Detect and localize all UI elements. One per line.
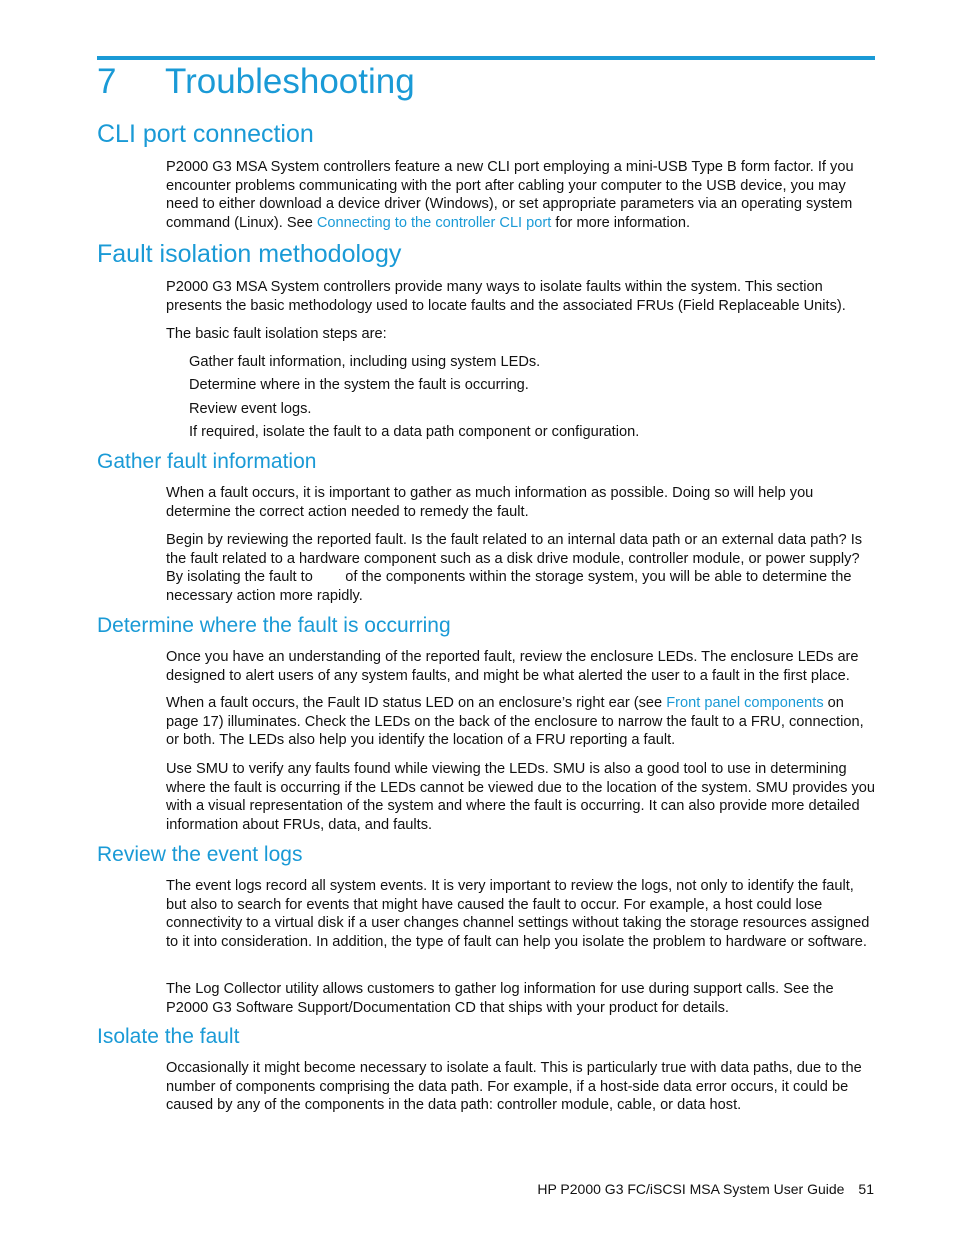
heading-cli-port-connection: CLI port connection (97, 120, 314, 148)
determine-text: When a fault occurs, the Fault ID status LED on an enclosure’s right ear (see (166, 695, 667, 711)
heading-fault-isolation-methodology: Fault isolation methodology (97, 240, 402, 268)
review-paragraph-1: The event logs record all system events. It is very important to review the logs, not only to identify the fault, but also to search for events that might have caused the fault to occur. For example, a host could lose connectivity to a virtual disk if a user changes channel settings without taking the storage resources assigned to it into consideration. In addition, the type of fault can help you isolate the problem to hardware or software. (166, 878, 870, 951)
chapter-title-text: Troubleshooting (165, 62, 415, 101)
heading-determine-fault-location: Determine where the fault is occurring (97, 614, 451, 637)
page-number: 51 (858, 1181, 874, 1197)
determine-text-end: on page 17) illuminates. Check the LEDs on the back of the enclosure to narrow the fault to a FRU, connection, or both. The LEDs also help you identify the location of a FRU reporting a fault. (166, 695, 864, 749)
fault-isolation-paragraph-2: The basic fault isolation steps are: (166, 326, 387, 342)
chapter-title (97, 58, 415, 106)
list-item: Gather fault information, including using system LEDs. (189, 354, 541, 370)
link-connecting-cli-port[interactable]: Connecting to the controller CLI port (316, 215, 552, 232)
gather-paragraph-1: When a fault occurs, it is important to gather as much information as possible. Doing so will help you determine the correct action needed to remedy the fault. (166, 485, 814, 520)
heading-gather-fault-information: Gather fault information (97, 450, 317, 473)
cli-text-end: for more information. (551, 215, 691, 232)
isolate-paragraph-1: Occasionally it might become necessary to isolate a fault. This is particularly true with data paths, due to the number of components comprising the data path. For example, if a host-side data error occurs, it could be caused by any of the components in the data path: controller module, cable, or data host. (166, 1060, 862, 1114)
fault-isolation-paragraph-1: P2000 G3 MSA System controllers provide many ways to isolate faults within the system. This section presents the basic methodology used to locate faults and the associated FRUs (Field Replaceable Units). (166, 279, 846, 314)
determine-paragraph-3: Use SMU to verify any faults found while viewing the LEDs. SMU is also a good tool to use in determining where the fault is occurring if the LEDs cannot be viewed due to the location of the system. SMU provides you with a visual representation of the system and where the fault is occurring. It can also provide more detailed information about FRUs, data, and faults. (166, 761, 875, 834)
heading-isolate-the-fault: Isolate the fault (97, 1025, 240, 1048)
footer-title: HP P2000 G3 FC/iSCSI MSA System User Guide (537, 1181, 845, 1197)
cli-paragraph (166, 158, 878, 233)
determine-paragraph-1: Once you have an understanding of the reported fault, review the enclosure LEDs. The enclosure LEDs are designed to alert users of any system faults, and might be what alerted the user to a fault in the first place. (166, 649, 859, 684)
gather-paragraph-2: Begin by reviewing the reported fault. Is the fault related to an internal data path or an external data path? Is the fault related to a hardware component such as a disk drive module, controller module, or power supply? By isolating the fault to of the components within the storage system, you will be able to determine the necessary action more rapidly. (166, 532, 867, 605)
determine-paragraph-2 (166, 694, 878, 750)
chapter-number: 7 (97, 62, 117, 101)
heading-review-event-logs: Review the event logs (97, 843, 303, 866)
cli-text: P2000 G3 MSA System controllers feature a new CLI port employing a mini-USB Type B form factor. If you encounter problems communicating with the port after cabling your computer to the USB device, you may need to either download a device driver (Windows), or set appropriate parameters via an operating system command (Linux). See (166, 159, 854, 232)
list-item: Determine where in the system the fault is occurring. (189, 377, 529, 393)
page-footer (537, 1180, 874, 1198)
list-item: If required, isolate the fault to a data path component or configuration. (189, 424, 640, 440)
review-paragraph-2: The Log Collector utility allows customers to gather log information for use during support calls. See the P2000 G3 Software Support/Documentation CD that ships with your product for details. (166, 981, 834, 1016)
link-front-panel-components[interactable]: Front panel components (666, 695, 824, 711)
list-item: Review event logs. (189, 401, 312, 417)
